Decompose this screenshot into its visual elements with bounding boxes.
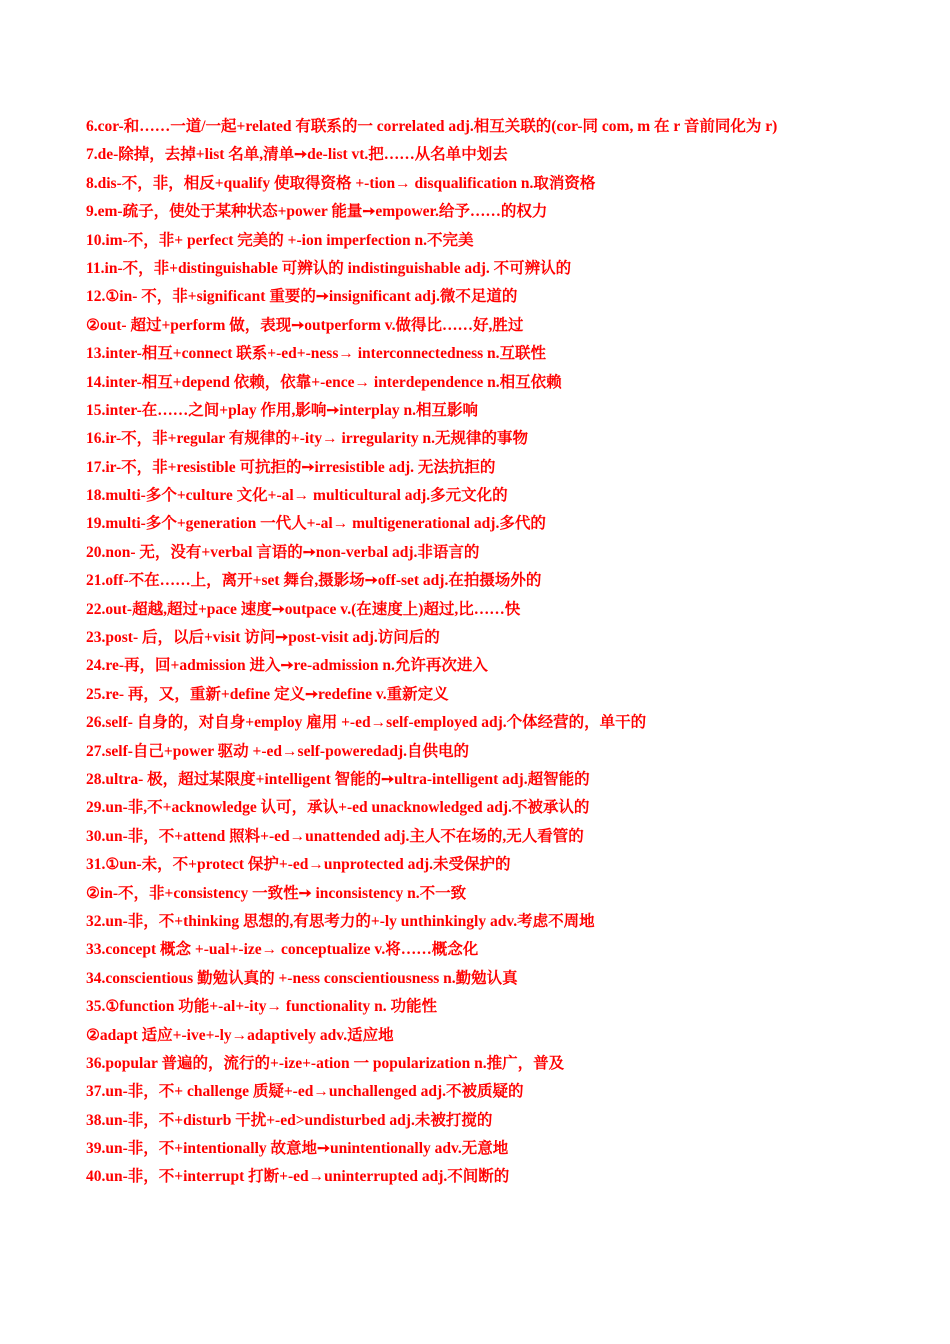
word-entry-line: 8.dis-不，非，相反+qualify 使取得资格 +-tion→ disqualification n.取消资格 <box>86 174 596 192</box>
word-entry-line: 24.re-再，回+admission 进入➙re-admission n.允许再次进入 <box>86 657 488 675</box>
word-entry-line: 30.un-非，不+attend 照料+-ed→unattended adj.主人不在场的,无人看管的 <box>86 827 584 845</box>
word-entry-line: 20.non- 无，没有+verbal 言语的➙non-verbal adj.非语言的 <box>86 543 480 561</box>
word-entry-line: 36.popular 普遍的，流行的+-ize+-ation 一 popularization n.推广，普及 <box>86 1054 565 1072</box>
word-entry-line: 10.im-不，非+ perfect 完美的 +-ion imperfection n.不完美 <box>86 231 474 249</box>
word-entry-line: 35.①function 功能+-al+-ity→ functionality n. 功能性 <box>86 998 438 1016</box>
word-entry-line: ②in-不，非+consistency 一致性➙ inconsistency n.不一致 <box>86 884 467 902</box>
word-entry-line: 29.un-非,不+acknowledge 认可，承认+-ed unacknowledged adj.不被承认的 <box>86 799 590 817</box>
word-entry-line: 23.post- 后，以后+visit 访问➙post-visit adj.访问后的 <box>86 629 440 647</box>
word-entry-line: 11.in-不，非+distinguishable 可辨认的 indistinguishable adj. 不可辨认的 <box>86 259 572 277</box>
word-entry-line: 37.un-非，不+ challenge 质疑+-ed→unchallenged adj.不被质疑的 <box>86 1083 524 1101</box>
word-entry-line: 27.self-自己+power 驱动 +-ed→self-poweredadj.自供电的 <box>86 742 470 760</box>
word-entry-line: 14.inter-相互+depend 依赖，依靠+-ence→ interdependence n.相互依赖 <box>86 373 562 391</box>
word-entry-line: 21.off-不在……上，离开+set 舞台,摄影场➙off-set adj.在拍摄场外的 <box>86 572 542 590</box>
word-entry-line: 17.ir-不，非+resistible 可抗拒的➙irresistible adj. 无法抗拒的 <box>86 458 496 476</box>
word-entry-line: 31.①un-未，不+protect 保护+-ed→unprotected adj.未受保护的 <box>86 856 511 874</box>
word-entry-line: 32.un-非，不+thinking 思想的,有思考力的+-ly unthinkingly adv.考虑不周地 <box>86 912 595 930</box>
word-entry-line: 9.em-疏子，使处于某种状态+power 能量➙empower.给予……的权力 <box>86 203 548 221</box>
word-entry-line: 33.concept 概念 +-ual+-ize→ conceptualize v.将……概念化 <box>86 941 479 959</box>
word-entry-line: 22.out-超越,超过+pace 速度➙outpace v.(在速度上)超过,比……快 <box>86 600 521 618</box>
word-entry-line: 38.un-非，不+disturb 干扰+-ed>undisturbed adj.未被打搅的 <box>86 1111 493 1129</box>
word-entry-line: 19.multi-多个+generation 一代人+-al→ multigenerational adj.多代的 <box>86 515 546 533</box>
word-entry-line: 16.ir-不，非+regular 有规律的+-ity→ irregularity n.无规律的事物 <box>86 430 529 448</box>
word-entry-line: 7.de-除掉，去掉+list 名单,清单➙de-list vt.把……从名单中划去 <box>86 146 508 164</box>
word-entry-line: 12.①in- 不，非+significant 重要的➙insignificant adj.微不足道的 <box>86 288 518 306</box>
word-entry-line: 13.inter-相互+connect 联系+-ed+-ness→ interconnectedness n.互联性 <box>86 345 547 363</box>
word-entry-line: 28.ultra- 极，超过某限度+intelligent 智能的➙ultra-intelligent adj.超智能的 <box>86 770 590 788</box>
word-entry-line: 26.self- 自身的，对自身+employ 雇用 +-ed→self-employed adj.个体经营的，单干的 <box>86 714 647 732</box>
word-entry-line: ②out- 超过+perform 做，表现➙outperform v.做得比……好,胜过 <box>86 316 524 334</box>
word-entry-line: 40.un-非，不+interrupt 打断+-ed→uninterrupted adj.不间断的 <box>86 1168 510 1186</box>
word-entry-line: 6.cor-和……一道/一起+related 有联系的一 correlated adj.相互关联的(cor-同 com, m 在 r 音前同化为 r) <box>86 118 778 135</box>
word-entry-line: 34.conscientious 勤勉认真的 +-ness conscientiousness n.勤勉认真 <box>86 969 518 987</box>
word-entry-line: 18.multi-多个+culture 文化+-al→ multicultural adj.多元文化的 <box>86 487 508 505</box>
word-entry-line: 25.re- 再，又，重新+define 定义➙redefine v.重新定义 <box>86 685 449 703</box>
word-formation-list <box>86 113 926 1192</box>
word-entry-line: 15.inter-在……之间+play 作用,影响➙interplay n.相互影响 <box>86 401 478 419</box>
word-entry-line: 39.un-非，不+intentionally 故意地➙unintentionally adv.无意地 <box>86 1140 509 1158</box>
word-entry-line: ②adapt 适应+-ive+-ly→adaptively adv.适应地 <box>86 1026 394 1044</box>
